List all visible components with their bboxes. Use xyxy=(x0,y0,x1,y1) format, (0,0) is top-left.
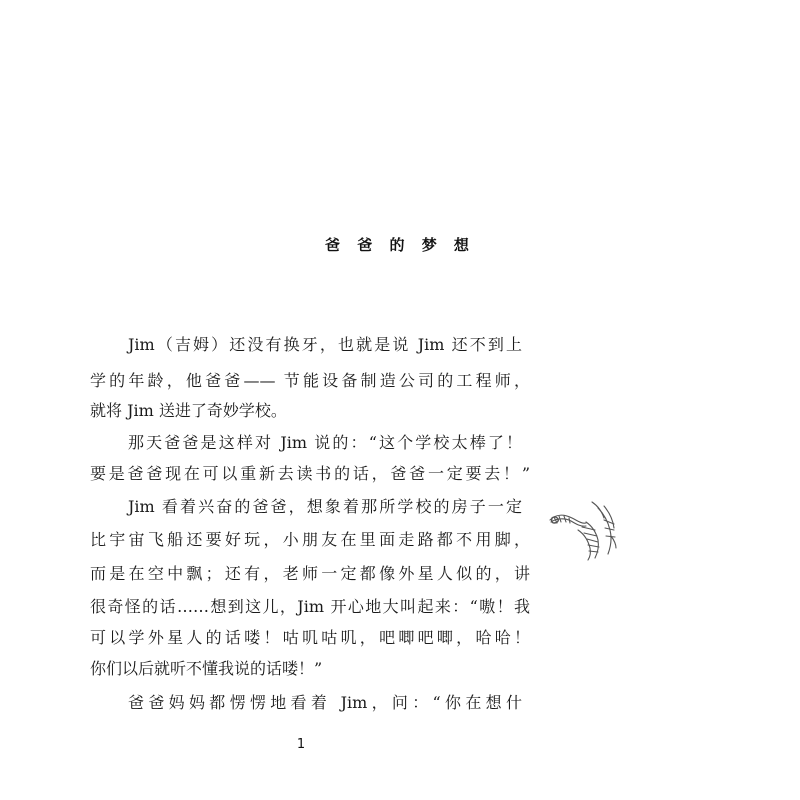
paragraph-line: 学的年龄，他爸爸—— 节能设备制造公司的工程师， xyxy=(90,371,530,390)
paragraph-line: Jim（吉姆）还没有换牙，也就是说 Jim 还不到上 xyxy=(128,335,522,354)
paragraph-line: 比宇宙飞船还要好玩，小朋友在里面走路都不用脚， xyxy=(90,530,530,549)
page-number: 1 xyxy=(296,737,306,752)
paragraph-line: 爸爸妈妈都愣愣地看着 Jim，问：“你在想什 xyxy=(128,693,522,712)
chapter-title: 爸 爸 的 梦 想 xyxy=(325,236,475,254)
paragraph-line: 可以学外星人的话喽！咕叽咕叽，吧唧吧唧，哈哈！ xyxy=(90,628,530,647)
paragraph-line: Jim 看着兴奋的爸爸，想象着那所学校的房子一定 xyxy=(128,497,522,516)
paragraph-line: 要是爸爸现在可以重新去读书的话，爸爸一定要去！” xyxy=(90,464,530,483)
paragraph-line: 就将 Jim 送进了奇妙学校。 xyxy=(90,401,287,420)
paragraph-line: 那天爸爸是这样对 Jim 说的：“这个学校太棒了！ xyxy=(128,433,522,452)
pencil-sketch-icon xyxy=(548,500,618,562)
paragraph-line: 你们以后就听不懂我说的话喽！” xyxy=(90,659,323,678)
paragraph-line: 而是在空中飘；还有，老师一定都像外星人似的，讲 xyxy=(90,564,530,583)
paragraph-line: 很奇怪的话……想到这儿，Jim 开心地大叫起来：“嗷！我 xyxy=(90,597,530,616)
